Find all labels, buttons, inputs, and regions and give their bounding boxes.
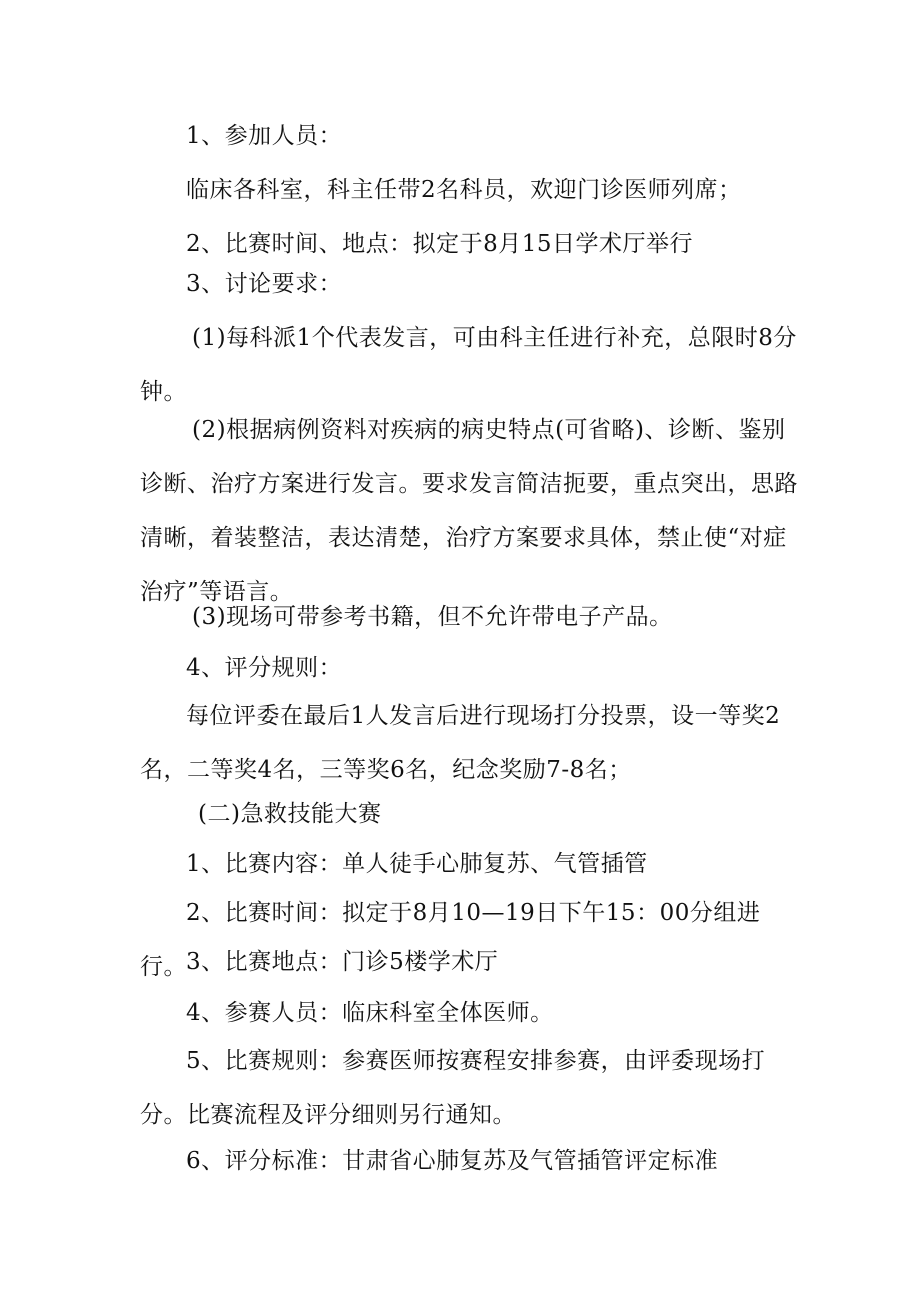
paragraph-participants: 4、参赛人员：临床科室全体医师。 — [186, 1000, 554, 1026]
paragraph-participants-heading: 1、参加人员： — [186, 123, 343, 149]
paragraph-requirement-3: (3)现场可带参考书籍，但不允许带电子产品。 — [192, 604, 673, 630]
paragraph-participants-detail: 临床各科室，科主任带2名科员，欢迎门诊医师列席； — [186, 177, 742, 203]
paragraph-contest-time: 2、比赛时间：拟定于8月10—19日下午15：00分组进行。 — [140, 900, 761, 980]
section-heading-first-aid: (二)急救技能大赛 — [198, 801, 382, 827]
paragraph-time-location: 2、比赛时间、地点：拟定于8月15日学术厅举行 — [186, 231, 694, 257]
paragraph-requirement-2: (2)根据病例资料对疾病的病史特点(可省略)、诊断、鉴别诊断、治疗方案进行发言。要求发言简洁扼要，重点突出，思路清晰，着装整洁，表达清楚，治疗方案要求具体，禁止使“对症治疗”等语言。 — [140, 417, 798, 605]
paragraph-scoring-heading: 4、评分规则： — [186, 655, 343, 681]
paragraph-contest-location: 3、比赛地点：门诊5楼学术厅 — [186, 949, 499, 975]
paragraph-contest-content: 1、比赛内容：单人徒手心肺复苏、气管插管 — [186, 851, 648, 877]
paragraph-requirement-1: (1)每科派1个代表发言，可由科主任进行补充，总限时8分钟。 — [140, 325, 797, 405]
paragraph-scoring-standard: 6、评分标准：甘肃省心肺复苏及气管插管评定标准 — [186, 1148, 719, 1174]
paragraph-contest-rules: 5、比赛规则：参赛医师按赛程安排参赛，由评委现场打分。比赛流程及评分细则另行通知。 — [140, 1048, 766, 1128]
paragraph-scoring-detail: 每位评委在最后1人发言后进行现场打分投票，设一等奖2名，二等奖4名，三等奖6名，纪念奖励7-8名； — [140, 703, 781, 783]
paragraph-discussion-heading: 3、讨论要求： — [186, 271, 343, 297]
